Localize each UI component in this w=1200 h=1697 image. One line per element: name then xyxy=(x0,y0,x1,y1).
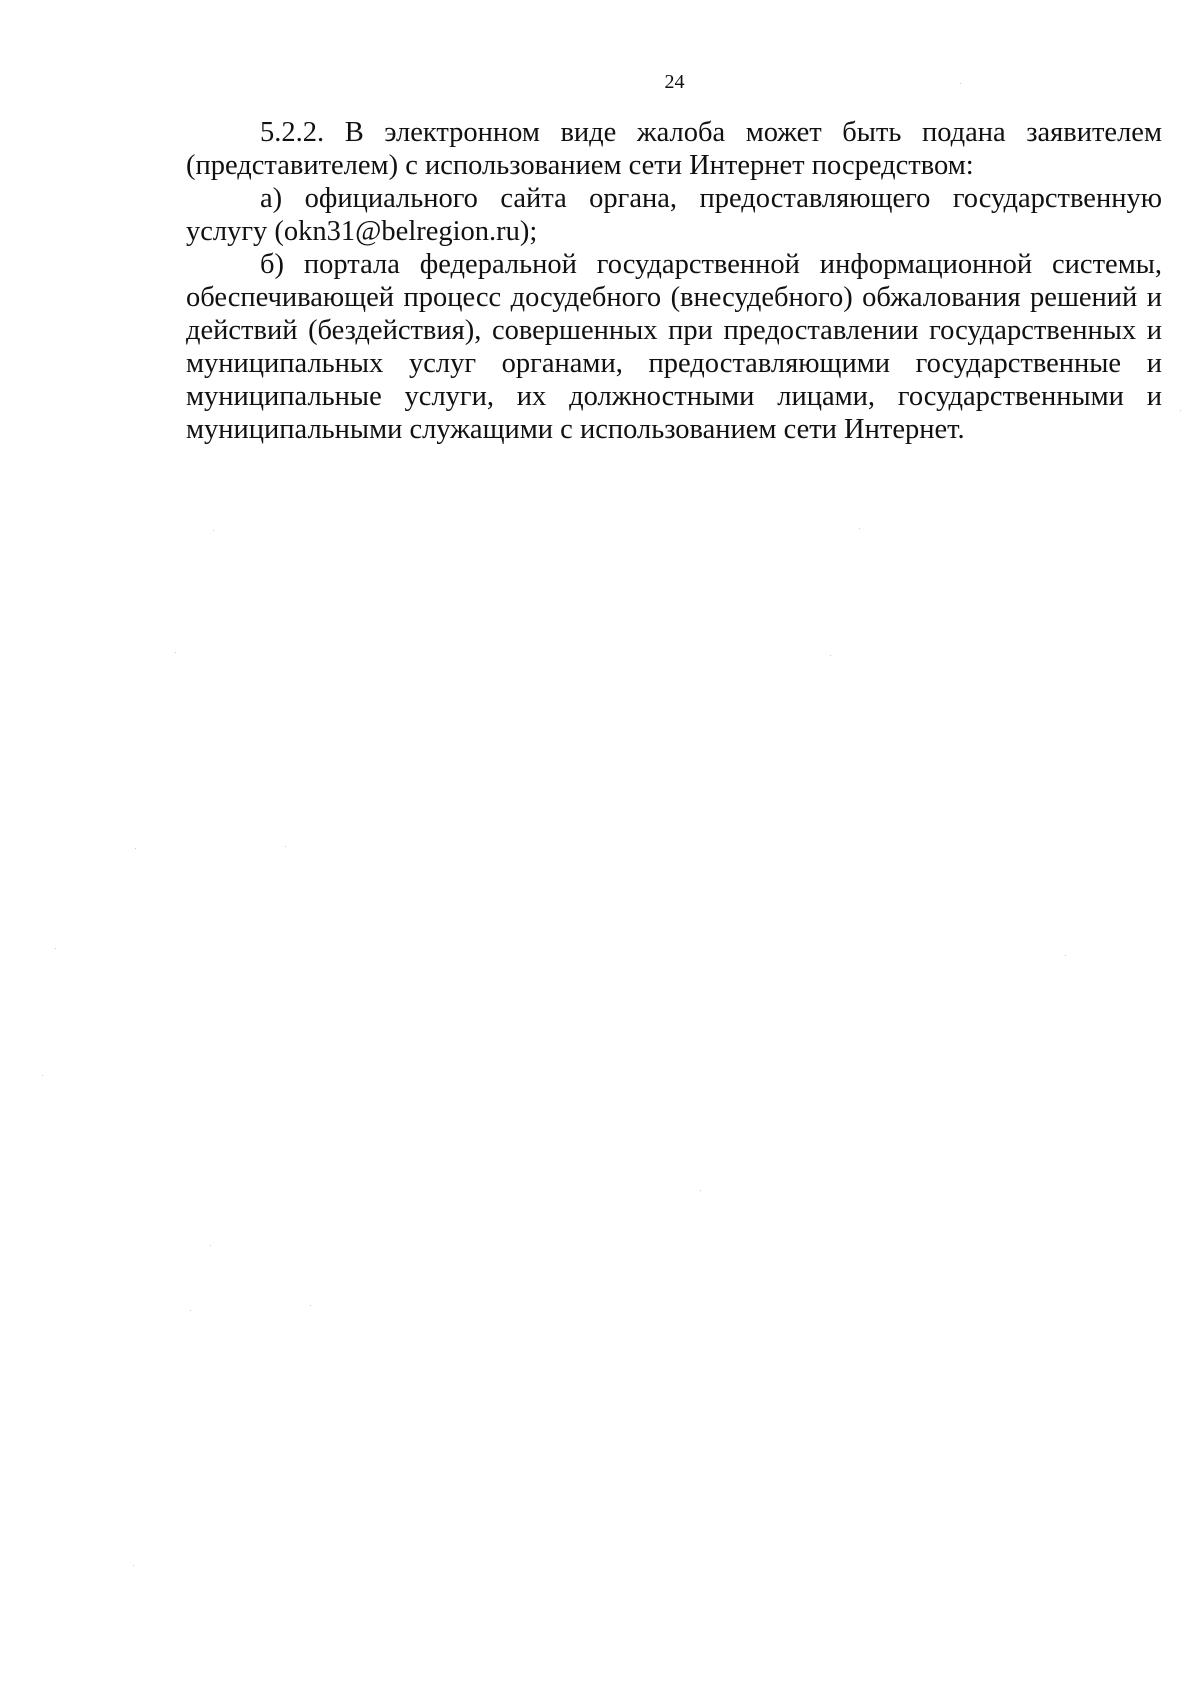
paragraph-item-b: б) портала федеральной государственной информационной системы, обеспечивающей процесс досудебного (внесудебного) обжалования решений и действий (бездействия), совершенных при предоставлении государственных и муниципальных услуг органами, предоставляющими государственные и муниципальные услуги, их должностными лицами, государственными и муниципальными служащими с использованием сети Интернет. xyxy=(186,249,1162,445)
document-body xyxy=(186,116,1162,446)
paragraph-5-2-2: 5.2.2. В электронном виде жалоба может быть подана заявителем (представителем) с использованием сети Интернет посредством: xyxy=(186,117,1162,181)
paragraph-item-a: а) официального сайта органа, предоставляющего государственную услугу (okn31@belregion.ru); xyxy=(186,183,1162,247)
page-number: 24 xyxy=(664,71,685,93)
